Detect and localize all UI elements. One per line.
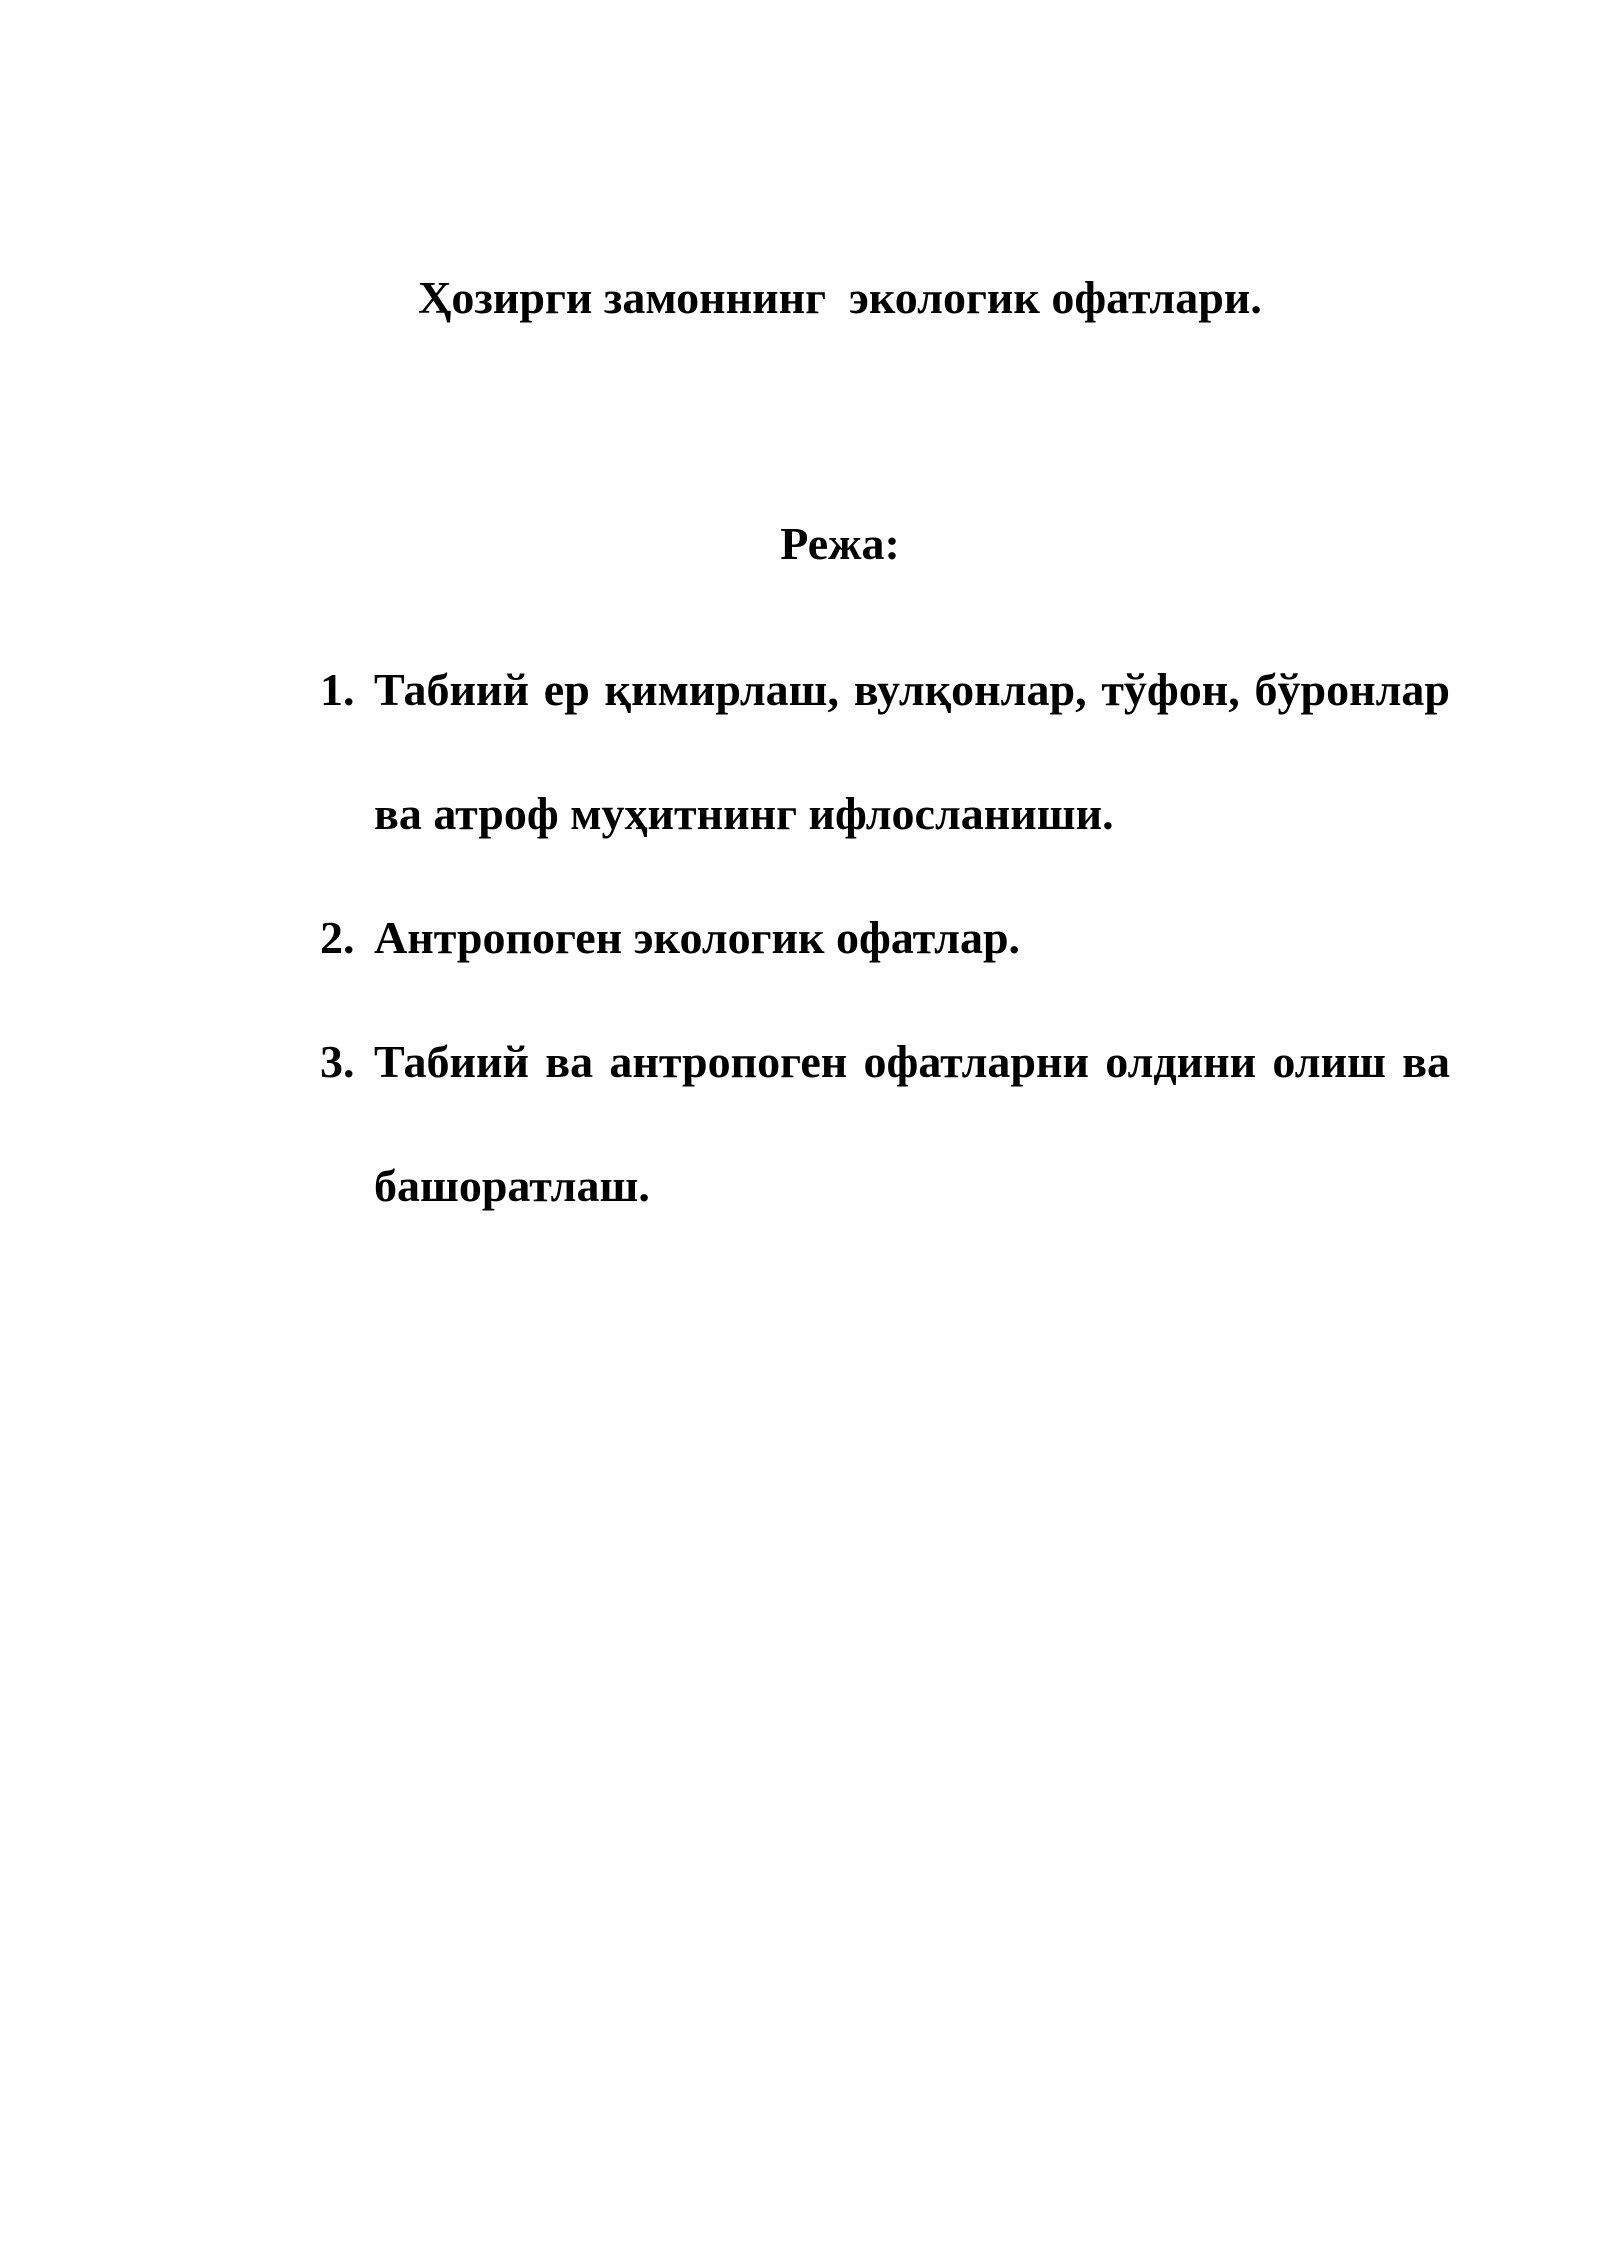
plan-item-text: Табиий ва антропоген офатларни олдини олиш ва башоратлаш. <box>374 1036 1450 1211</box>
plan-item-number: 2. <box>320 912 355 963</box>
plan-item-text: Табиий ер қимирлаш, вулқонлар, тўфон, бўронлар ва атроф муҳитнинг ифлосланиши. <box>374 664 1450 839</box>
plan-item-number: 1. <box>320 664 355 715</box>
plan-list <box>320 628 1450 1248</box>
plan-heading: Режа: <box>780 518 900 569</box>
plan-item-2 <box>320 876 1450 1000</box>
document-title: Ҳозирги замоннинг экологик офатлари. <box>418 272 1262 323</box>
plan-item-1 <box>320 628 1450 876</box>
plan-item-3 <box>320 1000 1450 1248</box>
plan-item-text: Антропоген экологик офатлар. <box>374 912 1021 963</box>
plan-item-number: 3. <box>320 1036 355 1087</box>
